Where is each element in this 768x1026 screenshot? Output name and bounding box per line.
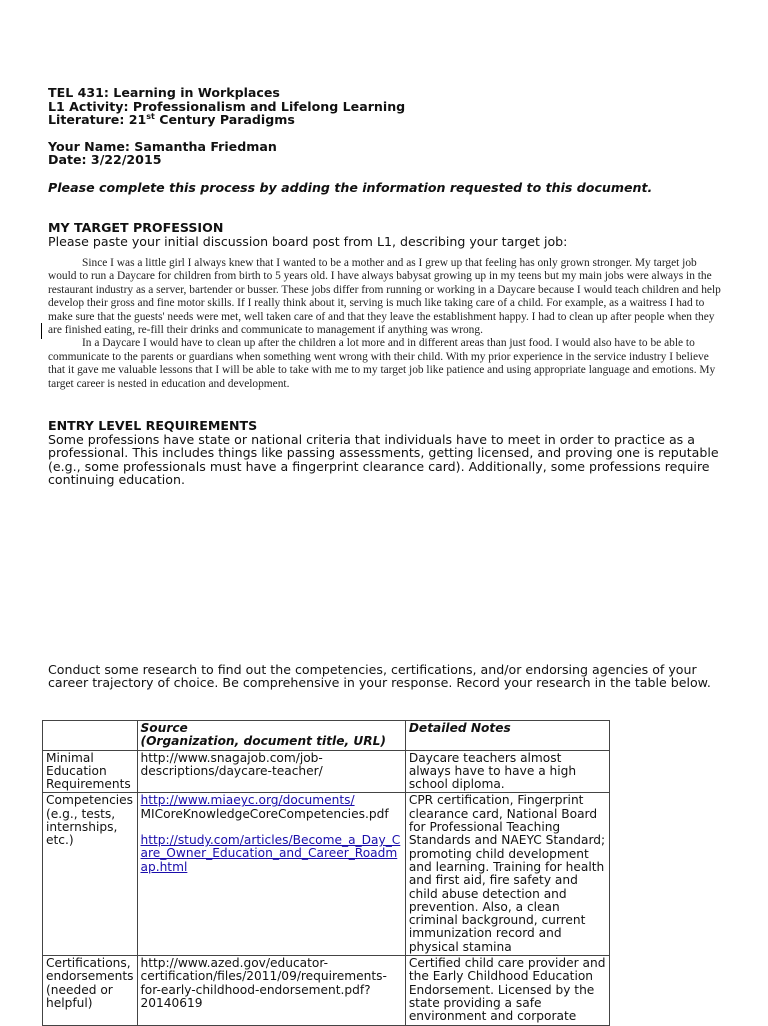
table-row	[43, 793, 610, 956]
header-source-line1: Source	[140, 721, 188, 735]
row-source: http://www.snagajob.com/job-descriptions/daycare-teacher/	[137, 750, 405, 793]
document-date: Date: 3/22/2015	[48, 152, 162, 167]
header-notes-cell: Detailed Notes	[405, 721, 609, 751]
row-label: Competencies (e.g., tests, internships, etc.)	[43, 793, 138, 956]
row-label: Certifications, endorsements (needed or helpful)	[43, 956, 138, 1025]
row-source: http://www.azed.gov/educator-certification/files/2011/09/requirements-for-early-childhood-endorsement.pdf?20140619	[137, 956, 405, 1025]
table-row	[43, 750, 610, 793]
literature-prefix: Literature: 21	[48, 112, 147, 127]
instruction-text: Please complete this process by adding the information requested to this document.	[48, 179, 653, 195]
target-profession-heading: MY TARGET PROFESSION	[48, 220, 224, 235]
post-paragraph-1: Since I was a little girl I always knew that I wanted to be a mother and as I grew up that feeling has only grown stronger. My target job would to run a Daycare for children from birth to 5 years old. I have always babysat growing up in my teens but my main jobs were always in the restaurant industry as a server, bartender or busser. These jobs differ from running or working in a Daycare because I would teach children and help develop their gross and fine motor skills. If I really think about it, serving is much like taking care of a child. For example, as a waitress I had to make sure that the guests' needs were met, well taken care of and that they leave the establishment happy. I had to clean up after people when they are finished eating, re-fill their drinks and communicate to management if anything was wrong.	[48, 257, 721, 337]
row-notes: Daycare teachers almost always have to have a high school diploma.	[405, 750, 609, 793]
header-blank-cell	[43, 721, 138, 751]
header-source-cell	[137, 721, 405, 751]
table-row	[43, 956, 610, 1025]
discussion-post	[48, 257, 726, 391]
table-header-row	[43, 721, 610, 751]
header-source-line2: (Organization, document title, URL)	[140, 734, 386, 749]
document-page	[48, 86, 728, 690]
research-table	[42, 720, 610, 1026]
entry-level-heading: ENTRY LEVEL REQUIREMENTS	[48, 418, 258, 434]
post-paragraph-2: In a Daycare I would have to clean up after the children a lot more and in different areas than just food. I would also have to be able to communicate to the parents or guardians when something went wrong with their child. With my prior experience in the service industry I believe that it gave me valuable lessons that I will be able to take with me to my target job like patience and using appropriate language and emotions. My target career is nested in education and development.	[48, 337, 716, 390]
row-label: Minimal Education Requirements	[43, 750, 138, 793]
miaeyc-link[interactable]: http://www.miaeyc.org/documents/	[140, 793, 355, 808]
miaeyc-filename: MICoreKnowledgeCoreCompetencies.pdf	[140, 806, 389, 821]
row-source	[137, 793, 405, 956]
literature-title	[48, 113, 728, 127]
student-name: Your Name: Samantha Friedman	[48, 138, 277, 154]
row-notes: Certified child care provider and the Early Childhood Education Endorsement. Licensed by the state providing a safe environment and corporate	[405, 956, 609, 1025]
literature-superscript: st	[146, 111, 155, 121]
text-cursor	[41, 323, 42, 339]
research-prompt: Conduct some research to find out the competencies, certifications, and/or endorsing agencies of your career trajectory of choice. Be comprehensive in your response. Record your research in the table below.	[48, 661, 711, 691]
course-title: TEL 431: Learning in Workplaces	[48, 85, 280, 100]
row-notes: CPR certification, Fingerprint clearance card, National Board for Professional Teaching Standards and NAEYC Standard; promoting child development and learning. Training for health and first aid, fire safety and child abuse detection and prevention. Also, a clean criminal background, current immunization record and physical stamina	[405, 793, 609, 956]
entry-level-text: Some professions have state or national criteria that individuals have to meet in order to practice as a professional. This includes things like passing assessments, getting licensed, and proving one is reputable (e.g., some professionals must have a fingerprint clearance card). Additionally, some professions require continuing education.	[48, 431, 719, 488]
activity-title: L1 Activity: Professionalism and Lifelong Learning	[48, 98, 406, 114]
target-profession-prompt: Please paste your initial discussion board post from L1, describing your target job:	[48, 233, 568, 249]
study-com-link[interactable]: http://study.com/articles/Become_a_Day_Care_Owner_Education_and_Career_Roadmap.html	[140, 833, 401, 874]
literature-suffix: Century Paradigms	[154, 112, 295, 127]
